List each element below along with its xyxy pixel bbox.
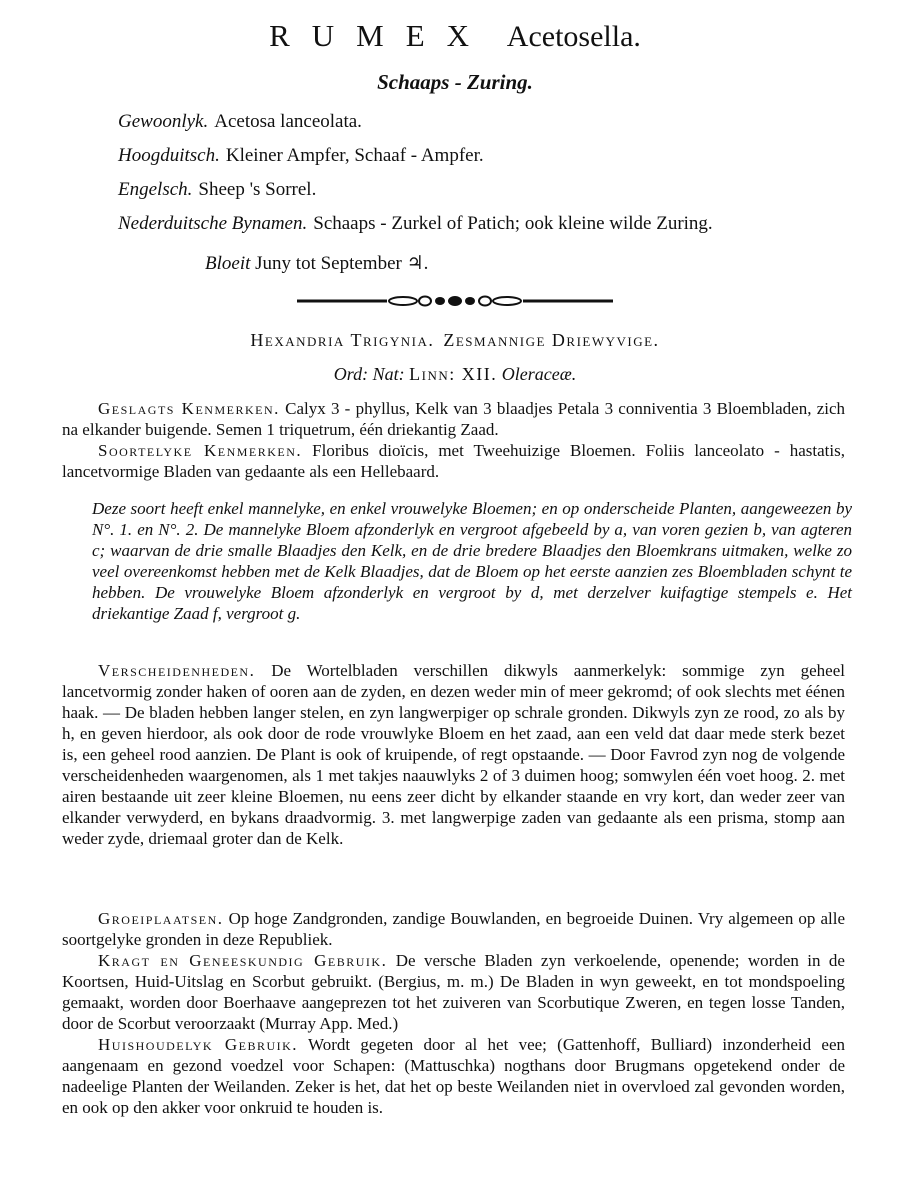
section-text: Wordt gegeten door al het vee; (Gattenhoff, Bulliard) inzonderheid een aangenaam en gezond voedzel voor Schapen: (Mattuschka) nogthans door Brugmans opgetekend onder de nadeelige Planten der Weilanden. Zeker is het, dat het op beste Weilanden niet in overvloed zal gevonden worden, en ook op den akker voor onkruid te houden is. (62, 1035, 845, 1117)
divider-ornament (295, 293, 615, 309)
class-dutch: Zesmannige Driewyvige. (443, 330, 660, 350)
name-label: Nederduitsche Bynamen. (118, 213, 308, 234)
section-text: Floribus dioïcis, met Tweehuizige Bloemen. Foliis lanceolato - hastatis, lancetvormige Bladen van gedaante als een Hellebaard. (62, 441, 845, 481)
name-row-nederduitsch (118, 207, 713, 241)
section-label: Kragt en Geneeskundig Gebruik. (98, 951, 388, 970)
section-label: Groeiplaatsen. (98, 909, 224, 928)
genus-name: RUMEX (269, 18, 492, 53)
linnaean-class (0, 330, 910, 351)
name-value: Kleiner Ampfer, Schaaf - Ampfer. (225, 145, 484, 166)
page-title (0, 18, 910, 55)
habitat-and-use-section (62, 908, 845, 1118)
varieties-paragraph (62, 660, 845, 849)
name-row-gewoonlyk (118, 105, 713, 139)
species-name: Acetosella. (506, 20, 641, 53)
flowering-period (205, 252, 428, 275)
section-label: Verscheidenheden. (98, 661, 256, 680)
name-label: Hoogduitsch. (118, 145, 220, 166)
vernacular-names (118, 105, 713, 241)
bloei-label: Bloeit (205, 253, 251, 274)
section-text: De Wortelbladen verschillen dikwyls aanmerkelyk: sommige zyn geheel lancetvormig zonder haken of ooren aan de zyden, en dezen weder min of meer gekromd; of ook slechts met éénen haak. — De bladen hebben langer stelen, en zyn langwerpiger op schrale gronden. Dikwyls zyn ze rood, zo als by h, en geven hierdoor, als ook door de rode vrouwlyke Bloem en het zaad, aan een veld dat daar mede sterk bezet is, een geheel rood aanzien. De Plant is ook of kruipende, of regt opstaande. — Door Favrod zyn nog de volgende verscheidenheden waargenomen, als 1 met takjes naauwlyks 2 of 3 duimen hoog; somwylen één voet hoog. 2. met airen bestaande uit zeer kleine Bloemen, nu eens zeer dicht by elkander staande en vry kort, dan weder zeer van elkander verwyderd, en bykans draadvormig. 3. met langwerpige zaden van gedaante als een prisma, stomp aan weder zyde, driemaal groter dan de Kelk. (62, 661, 846, 848)
section-text: Calyx 3 - phyllus, Kelk van 3 blaadjes Petala 3 conniventia 3 Bloembladen, zich na elkander buigende. Semen 1 triquetrum, één driekantig Zaad. (62, 399, 846, 439)
name-value: Sheep 's Sorrel. (198, 179, 317, 200)
ord-name: Oleraceæ. (501, 364, 577, 384)
name-label: Engelsch. (118, 179, 193, 200)
common-name: Schaaps - Zuring. (377, 70, 533, 94)
name-value: Acetosa lanceolata. (214, 111, 362, 132)
section-text: Op hoge Zandgronden, zandige Bouwlanden, en begroeide Duinen. Vry algemeen op alle soortgelyke gronden in deze Republiek. (62, 909, 846, 949)
varieties-section (62, 660, 845, 849)
section-label: Geslagts Kenmerken. (98, 399, 280, 418)
ornamental-divider (0, 293, 910, 314)
name-label: Gewoonlyk. (118, 111, 209, 132)
genus-characteristics (62, 398, 845, 440)
household-use-paragraph (62, 1034, 845, 1118)
section-label: Huishoudelyk Gebruik. (98, 1035, 299, 1054)
description-text: Deze soort heeft enkel mannelyke, en enkel vrouwelyke Bloemen; en op onderscheide Planten, aangeweezen by N°. 1. en N°. 2. De mannelyke Bloem afzonderlyk en vergroot afgebeeld by a, van voren gezien b, van agteren c; waarvan de drie smalle Blaadjes den Kelk, en de drie bredere Blaadjes den Bloemkrans uitmaken, welke zo veel overeenkomst hebben met de Kelk Blaadjes, dat de Bloem op het eerste aanzien zes Bloembladen schynt te hebben. De vrouwelyke Bloem afzonderlyk en vergroot by d, met derzelver kuifagtige stempels e. Het driekantige Zaad f, vergroot g. (92, 499, 852, 623)
section-text: De versche Bladen zyn verkoelende, openende; worden in de Koortsen, Huid-Uitslag en Scorbut gebruikt. (Bergius, m. m.) De Bladen in wyn geweekt, en tot mondspoeling gemaakt, worden door Boerhaave aangeprezen tot het zuiveren van Scorbutique Zweren, en tegen losse Tanden, door de Scorbut veroorzaakt (Murray App. Med.) (62, 951, 845, 1033)
ord-linn: Linn: XII. (409, 364, 498, 384)
bloei-value: Juny tot September ♃. (255, 253, 429, 274)
name-value: Schaaps - Zurkel of Patich; ook kleine wilde Zuring. (313, 213, 713, 234)
class-name: Hexandria Trigynia. (250, 330, 435, 350)
section-label: Soortelyke Kenmerken. (98, 441, 303, 460)
name-row-engelsch (118, 173, 713, 207)
habitat-paragraph (62, 908, 845, 950)
characteristics-section (62, 398, 845, 482)
species-characteristics (62, 440, 845, 482)
plant-description (92, 498, 852, 624)
name-row-hoogduitsch (118, 139, 713, 173)
natural-order (0, 364, 910, 385)
ord-label: Ord: Nat: (333, 364, 405, 384)
medicinal-use-paragraph (62, 950, 845, 1034)
